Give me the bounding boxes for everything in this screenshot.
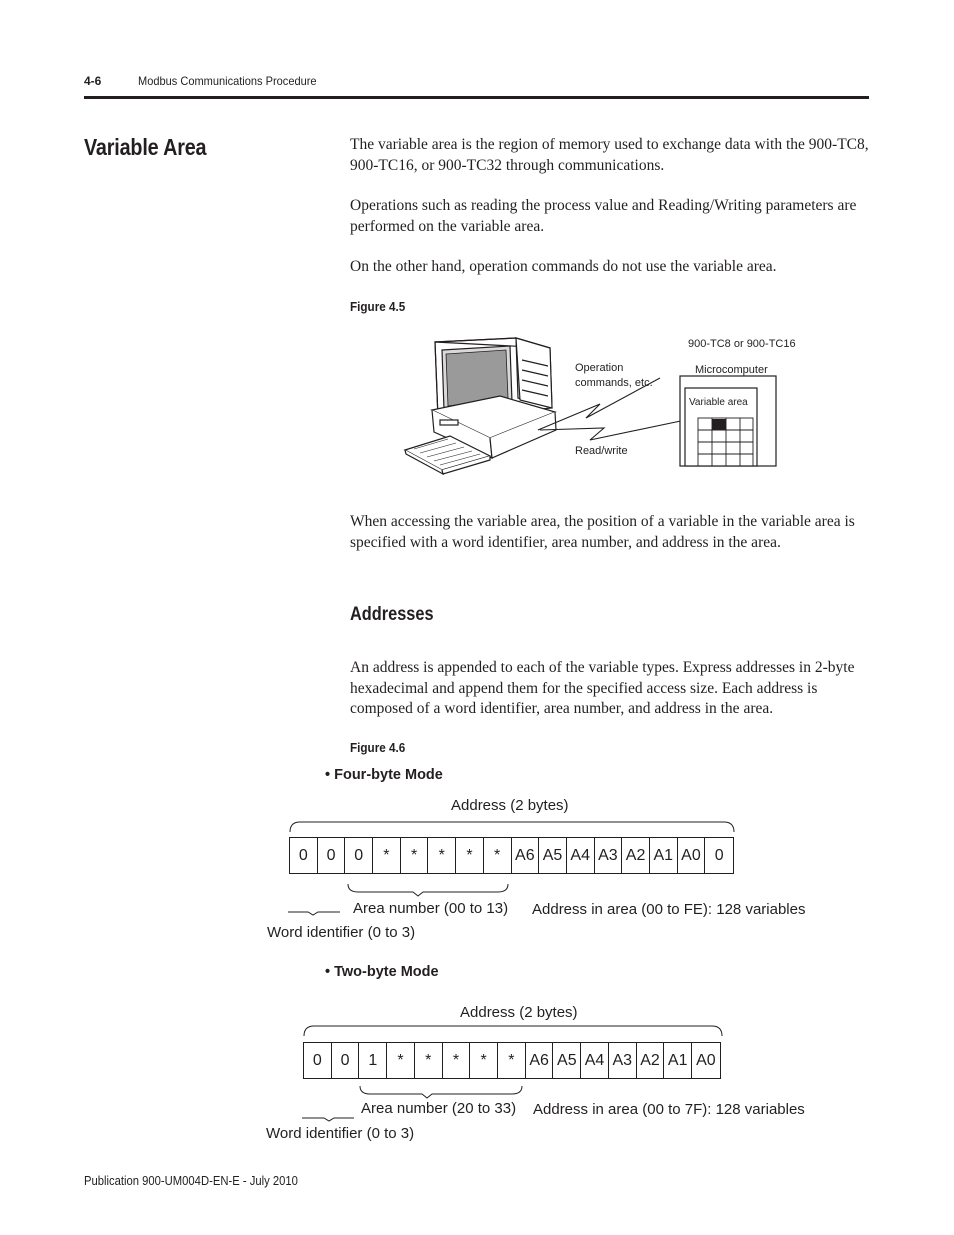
bit-cell: 0: [345, 838, 373, 873]
bit-cell: A4: [581, 1043, 609, 1078]
section-title: Variable Area: [84, 134, 207, 160]
bit-cell: A6: [526, 1043, 554, 1078]
bit-cell: A5: [553, 1043, 581, 1078]
bit-cell: *: [373, 838, 401, 873]
chapter-title: Modbus Communications Procedure: [138, 74, 317, 88]
bit-cell: 0: [318, 838, 346, 873]
computer-illustration: [400, 330, 820, 490]
bit-cell: *: [443, 1043, 471, 1078]
bit-cell: 0: [332, 1043, 360, 1078]
read-write-label: Read/write: [575, 445, 628, 457]
figure-4-6-caption: Figure 4.6: [350, 740, 406, 755]
bit-cell: A4: [567, 838, 595, 873]
four-byte-address-label: Address (2 bytes): [451, 797, 569, 814]
bit-cell: *: [387, 1043, 415, 1078]
paragraph-1: The variable area is the region of memory used to exchange data with the 900-TC8, 900-TC16, or 900-TC32 through communications.: [350, 136, 869, 174]
bit-cell: A3: [595, 838, 623, 873]
addresses-paragraph: An address is appended to each of the variable types. Express addresses in 2-byte hexadecimal and append them for the specified access size. Each address is composed of a word identifier, area number, and address in the area.: [350, 659, 855, 717]
page-number: 4-6: [84, 74, 102, 88]
four-byte-bit-cells: [289, 837, 734, 874]
bit-cell: 0: [714, 847, 724, 864]
variable-area-label: Variable area: [689, 397, 748, 408]
bit-cell: A0: [678, 838, 706, 873]
bit-cell: *: [470, 1043, 498, 1078]
figure-4-5-caption: Figure 4.5: [350, 299, 406, 314]
addresses-title: Addresses: [350, 604, 434, 625]
two-byte-address-label: Address (2 bytes): [460, 1004, 578, 1021]
device-label: 900-TC8 or 900-TC16: [688, 338, 796, 350]
bit-cell: A1: [664, 1043, 692, 1078]
two-byte-address-brace: [302, 1024, 724, 1038]
four-byte-area-number-label: Area number (00 to 13): [353, 900, 509, 917]
bit-cell: *: [498, 1043, 526, 1078]
footer-publication: Publication 900-UM004D-EN-E - July 2010: [84, 1174, 298, 1188]
four-byte-address-brace: [288, 820, 736, 834]
paragraph-4: When accessing the variable area, the position of a variable in the variable area is specified with a word identifier, area number, and address in the area.: [350, 513, 855, 551]
bit-cell: *: [428, 838, 456, 873]
microcomputer-label: Microcomputer: [695, 364, 768, 376]
bit-cell: 0: [304, 1043, 332, 1078]
bit-cell: 0: [290, 838, 318, 873]
four-byte-address-in-area-label: Address in area (00 to FE): 128 variables: [532, 901, 806, 918]
paragraph-3: On the other hand, operation commands do not use the variable area.: [350, 258, 777, 275]
header-rule: [84, 96, 869, 99]
two-byte-bit-cells: [303, 1042, 721, 1079]
bit-cell: *: [484, 838, 512, 873]
four-byte-word-identifier-label: Word identifier (0 to 3): [267, 924, 416, 941]
two-byte-word-identifier-label: Word identifier (0 to 3): [266, 1125, 415, 1142]
bit-cell: 1: [359, 1043, 387, 1078]
two-byte-area-number-label: Area number (20 to 33): [361, 1100, 517, 1117]
two-byte-mode-label: • Two-byte Mode: [325, 964, 439, 980]
operation-label-line2: commands, etc.: [575, 377, 653, 389]
two-byte-address-in-area-label: Address in area (00 to 7F): 128 variables: [533, 1101, 805, 1118]
bit-cell: A0: [696, 1052, 716, 1069]
paragraph-2: Operations such as reading the process value and Reading/Writing parameters are performed on the variable area.: [350, 197, 857, 235]
bit-cell: *: [456, 838, 484, 873]
operation-label-line1: Operation: [575, 362, 624, 374]
bit-cell: A6: [512, 838, 540, 873]
bit-cell: A2: [637, 1043, 665, 1078]
bit-cell: A3: [609, 1043, 637, 1078]
bit-cell: *: [401, 838, 429, 873]
bit-cell: A2: [622, 838, 650, 873]
bit-cell: A1: [650, 838, 678, 873]
bit-cell: A5: [539, 838, 567, 873]
four-byte-mode-label: • Four-byte Mode: [325, 767, 443, 783]
bit-cell: *: [415, 1043, 443, 1078]
